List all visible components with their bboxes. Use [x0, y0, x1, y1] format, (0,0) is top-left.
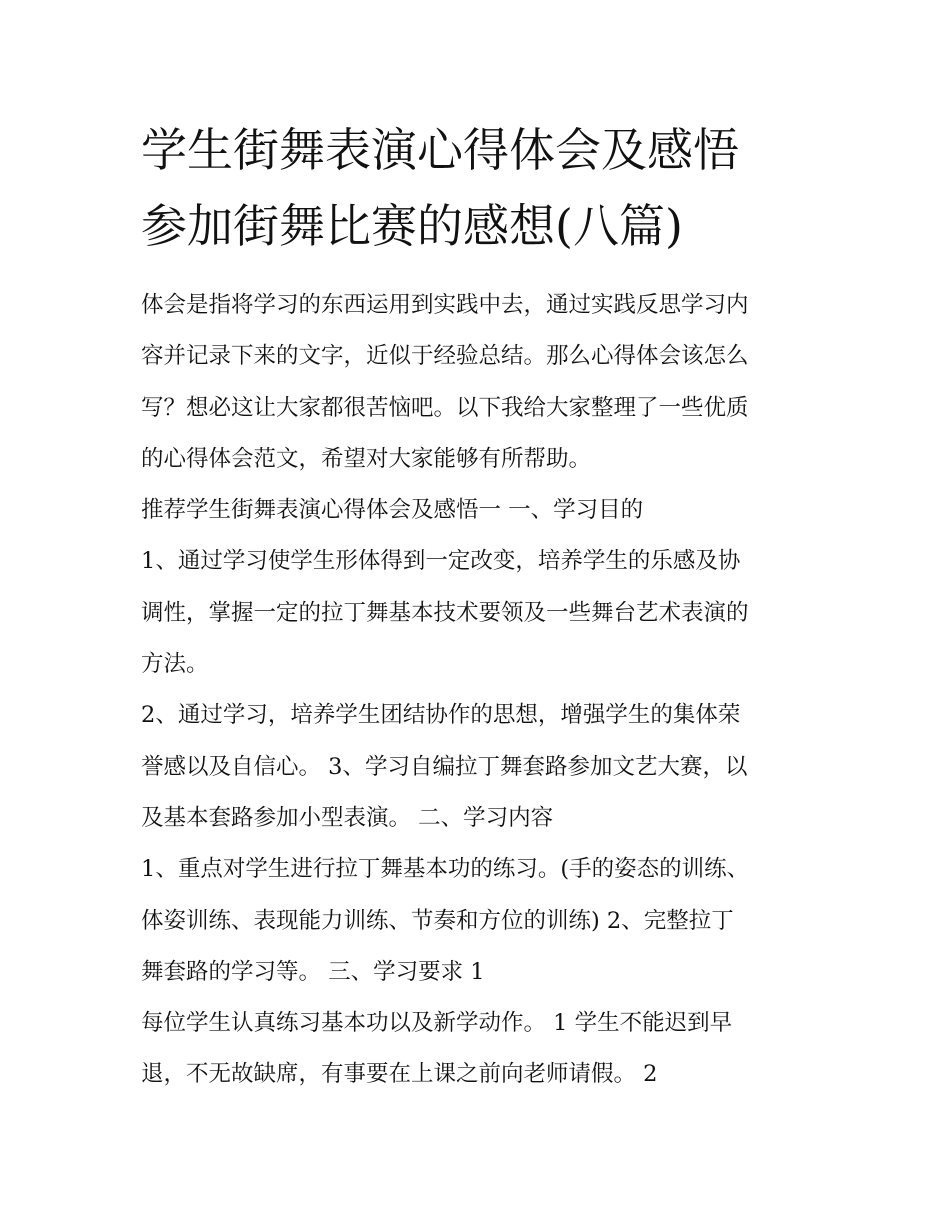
paragraph-line: 誉感以及自信心。 3、学习自编拉丁舞套路参加文艺大赛，以	[141, 753, 748, 780]
section-heading-line: 推荐学生街舞表演心得体会及感悟一 一、学习目的	[141, 497, 644, 524]
paragraph-line: 调性，掌握一定的拉丁舞基本技术要领及一些舞台艺术表演的	[141, 599, 749, 626]
paragraph-line: 容并记录下来的文字，近似于经验总结。那么心得体会该怎么	[141, 343, 749, 370]
document-title	[141, 112, 841, 264]
paragraph-line: 写？想必这让大家都很苦恼吧。以下我给大家整理了一些优质	[141, 394, 749, 421]
paragraph-line: 2、通过学习，培养学生团结协作的思想，增强学生的集体荣	[141, 702, 741, 729]
title-line-1: 学生街舞表演心得体会及感悟	[141, 123, 739, 177]
paragraph-line: 体姿训练、表现能力训练、节奏和方位的训练) 2、完整拉丁	[141, 907, 734, 934]
paragraph-line: 体会是指将学习的东西运用到实践中去，通过实践反思学习内	[141, 292, 749, 318]
paragraph-line: 每位学生认真练习基本功以及新学动作。 1 学生不能迟到早	[141, 1010, 733, 1037]
paragraph-line: 1、通过学习使学生形体得到一定改变，培养学生的乐感及协	[141, 548, 741, 575]
paragraph-line: 舞套路的学习等。 三、学习要求 1	[141, 958, 485, 985]
paragraph-line: 1、重点对学生进行拉丁舞基本功的练习。(手的姿态的训练、	[141, 856, 750, 883]
paragraph-line: 方法。	[141, 651, 209, 678]
document-body	[141, 280, 831, 1101]
paragraph-line: 的心得体会范文，希望对大家能够有所帮助。	[141, 445, 592, 472]
title-line-2: 参加街舞比赛的感想(八篇)	[141, 199, 683, 253]
paragraph-line: 退，不无故缺席，有事要在上课之前向老师请假。 2	[141, 1061, 658, 1088]
paragraph-line: 及基本套路参加小型表演。 二、学习内容	[141, 804, 554, 831]
